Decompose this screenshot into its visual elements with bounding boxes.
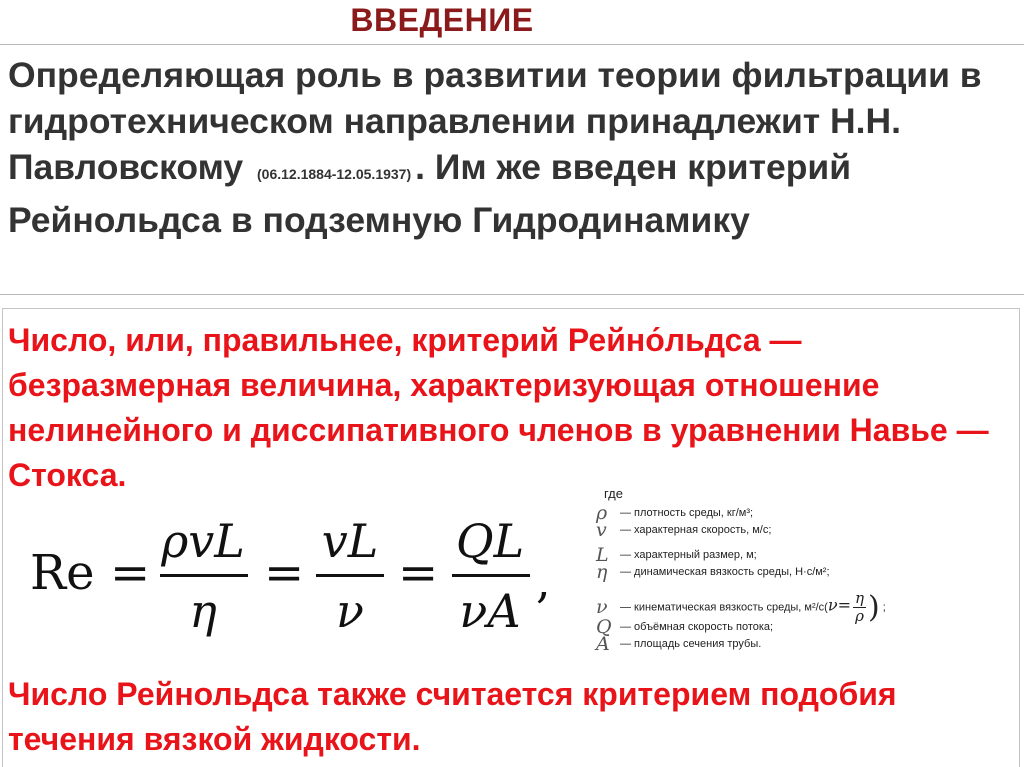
nu-close-paren: ) [867,590,880,625]
nu-equals: = [837,595,851,615]
intro-text-part2: . Им же введен критерий Рейнольдса в подземную Гидродинамику [8,147,852,240]
legend-item-area [596,633,761,655]
fraction-1-numerator: ρvL [161,514,245,568]
nu-lhs: ν [827,595,838,615]
intro-text-part1: Определяющая роль в развитии теории фильтрации в гидротехническом направлении принадлежит Н.Н. Павловскому [8,55,982,187]
legend-item-dynamic-viscosity [596,561,830,583]
formula-equals-1: = [110,545,151,601]
formula-comma: , [536,554,551,608]
nu-fraction-denominator: ρ [855,607,864,625]
reynolds-formula [28,505,568,655]
legend-text: — площадь сечения трубы. [620,638,762,650]
fraction-2-bar [316,574,384,577]
legend-text: — характерная скорость, м/с; [620,524,772,536]
legend-text: — характерный размер, м; [620,549,757,561]
reynolds-definition: Число, или, правильнее, критерий Рейно́льдса — безразмерная величина, характеризующая отношение нелинейного и диссипативного членов в уравнении Навье — Стокса. [8,322,989,493]
legend-text: — кинематическая вязкость среды, м²/с( [620,601,828,614]
legend-symbol: L [596,544,609,566]
legend-symbol: η [596,561,608,583]
legend-symbol: v [596,519,607,541]
slide-title [0,2,1024,39]
top-divider [0,44,1024,45]
reynolds-similarity-note: Число Рейнольдса также считается критерием подобия течения вязкой жидкости. [8,676,897,757]
legend-symbol: ρ [596,502,608,524]
fraction-2-numerator: vL [321,514,379,568]
intro-paragraph [8,52,1013,243]
fraction-3-denominator: νA [459,584,521,638]
fraction-1-denominator: η [189,584,217,638]
legend-text: — плотность среды, кг/м³; [620,507,754,519]
legend-symbol: ν [596,596,608,619]
legend-item-velocity [596,519,771,541]
fraction-3-numerator: QL [455,514,525,568]
nu-fraction-numerator: η [854,589,864,607]
fraction-1-bar [160,574,248,577]
legend-symbol: Q [596,616,612,638]
legend-text: — динамическая вязкость среды, Н·с/м²; [620,566,830,578]
formula-lhs: Re [30,545,95,601]
legend-text: — объёмная скорость потока; [620,621,774,633]
nu-semicolon: ; [882,601,886,614]
pavlovsky-dates: (06.12.1884-12.05.1937) [257,166,412,182]
fraction-2-denominator: ν [336,584,364,638]
formula-equals-2: = [264,545,305,601]
slide-title-text: ВВЕДЕНИЕ [350,2,534,38]
legend-symbol: A [596,633,610,655]
middle-divider [0,294,1024,295]
fraction-3-bar [452,574,530,577]
nu-fraction [853,590,866,625]
formula-equals-3: = [398,545,439,601]
legend-heading: где [604,486,623,501]
